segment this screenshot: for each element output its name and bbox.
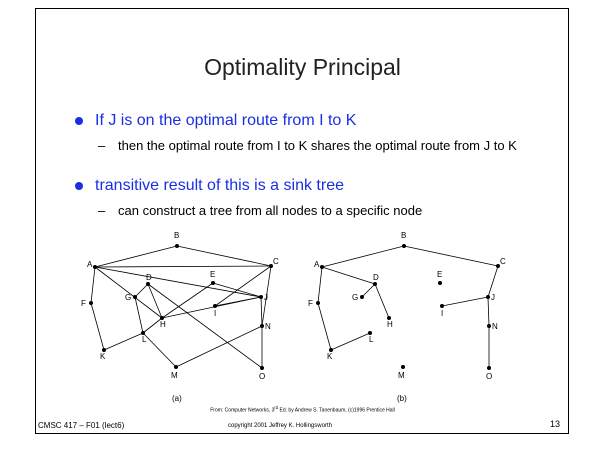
a-node-label-D: D (146, 273, 152, 282)
a-edge-A-C (95, 266, 271, 267)
a-edge-M-L (143, 333, 176, 367)
b-node-label-C: C (500, 257, 506, 266)
a-edge-D-G (135, 284, 148, 297)
diagram-a (81, 231, 279, 381)
copyright-text: copyright 2001 Jeffrey K. Hollingsworth (228, 423, 332, 429)
bullet-2-text: transitive result of this is a sink tree (95, 177, 344, 194)
a-node-label-I: I (214, 309, 217, 318)
b-edge-F-K (318, 303, 331, 350)
b-edge-D-A (322, 267, 375, 284)
course-label: CMSC 417 – F01 (lect6) (38, 421, 125, 430)
a-node-D (146, 282, 150, 286)
b-edge-K-L (331, 333, 370, 350)
b-node-M (401, 365, 405, 369)
a-node-label-C: C (273, 257, 279, 266)
b-node-label-B: B (401, 231, 407, 240)
a-node-G (133, 295, 137, 299)
b-node-label-I: I (441, 309, 444, 318)
a-node-label-F: F (81, 299, 86, 308)
b-node-label-F: F (308, 299, 313, 308)
b-node-label-L: L (369, 335, 374, 344)
b-node-label-D: D (373, 273, 379, 282)
a-node-label-K: K (100, 352, 106, 361)
a-node-label-E: E (210, 270, 216, 279)
a-node-F (89, 301, 93, 305)
a-edge-A-J (95, 267, 261, 297)
a-node-label-L: L (142, 335, 147, 344)
a-node-B (175, 244, 179, 248)
a-edge-B-C (177, 246, 271, 266)
b-node-D (373, 282, 377, 286)
b-node-E (438, 281, 442, 285)
bullet-1-text: If J is on the optimal route from I to K (95, 112, 357, 129)
b-edge-A-F (318, 267, 322, 303)
b-node-label-M: M (398, 371, 405, 380)
a-node-O (260, 366, 264, 370)
b-node-O (487, 366, 491, 370)
a-node-I (213, 304, 217, 308)
b-edge-A-B (322, 246, 404, 267)
diagram-b (308, 231, 506, 381)
b-node-label-E: E (437, 270, 443, 279)
a-edge-K-L (104, 333, 143, 350)
a-node-label-H: H (160, 320, 166, 329)
page-number: 13 (550, 419, 561, 429)
a-node-J (259, 295, 263, 299)
b-node-G (360, 295, 364, 299)
a-node-M (174, 365, 178, 369)
sub-bullet-1-text: then the optimal route from I to K shares the optimal route from J to K (118, 138, 517, 153)
credit-sup: rd (274, 405, 279, 410)
sub-dash: – (98, 203, 106, 218)
a-edge-F-K (91, 303, 104, 350)
b-edge-B-C (404, 246, 498, 266)
b-node-label-G: G (352, 293, 359, 302)
credit-prefix: From: Computer Networks, 3 (210, 407, 275, 414)
a-edge-A-F (91, 267, 95, 303)
a-node-label-J: J (264, 293, 268, 302)
b-edge-J-I (442, 297, 488, 306)
sub-bullet-2-text: can construct a tree from all nodes to a specific node (118, 203, 423, 218)
b-node-J (486, 295, 490, 299)
b-edge-G-D (362, 284, 375, 297)
a-node-label-N: N (265, 322, 271, 331)
b-node-I (440, 304, 444, 308)
b-node-label-J: J (491, 293, 495, 302)
b-node-B (402, 244, 406, 248)
credit-suffix: Ed. by Andrew S. Tanenbaum, (c)1996 Prentice Hall (278, 407, 395, 414)
b-edge-J-N (488, 297, 489, 326)
b-node-label-N: N (492, 322, 498, 331)
a-node-label-M: M (171, 371, 178, 380)
slide-title: Optimality Principal (204, 54, 401, 80)
figure-credit (0, 405, 605, 414)
a-node-E (211, 281, 215, 285)
sub-dash: – (98, 138, 106, 153)
a-node-N (260, 324, 264, 328)
b-node-label-O: O (486, 372, 493, 381)
diagram-a-caption: (a) (172, 394, 182, 403)
a-node-label-A: A (87, 260, 93, 269)
b-node-F (316, 301, 320, 305)
a-edge-A-B (95, 246, 177, 267)
a-node-label-G: G (125, 293, 132, 302)
a-node-label-B: B (174, 231, 180, 240)
b-node-label-H: H (387, 320, 393, 329)
b-node-N (487, 324, 491, 328)
b-node-A (320, 265, 324, 269)
b-edge-D-H (375, 284, 389, 318)
diagram-b-caption: (b) (397, 394, 407, 403)
b-node-label-A: A (314, 260, 320, 269)
b-node-label-K: K (327, 352, 333, 361)
a-node-label-O: O (259, 372, 266, 381)
a-edge-J-N (261, 297, 262, 326)
a-edge-N-M (176, 326, 262, 367)
a-node-A (93, 265, 97, 269)
